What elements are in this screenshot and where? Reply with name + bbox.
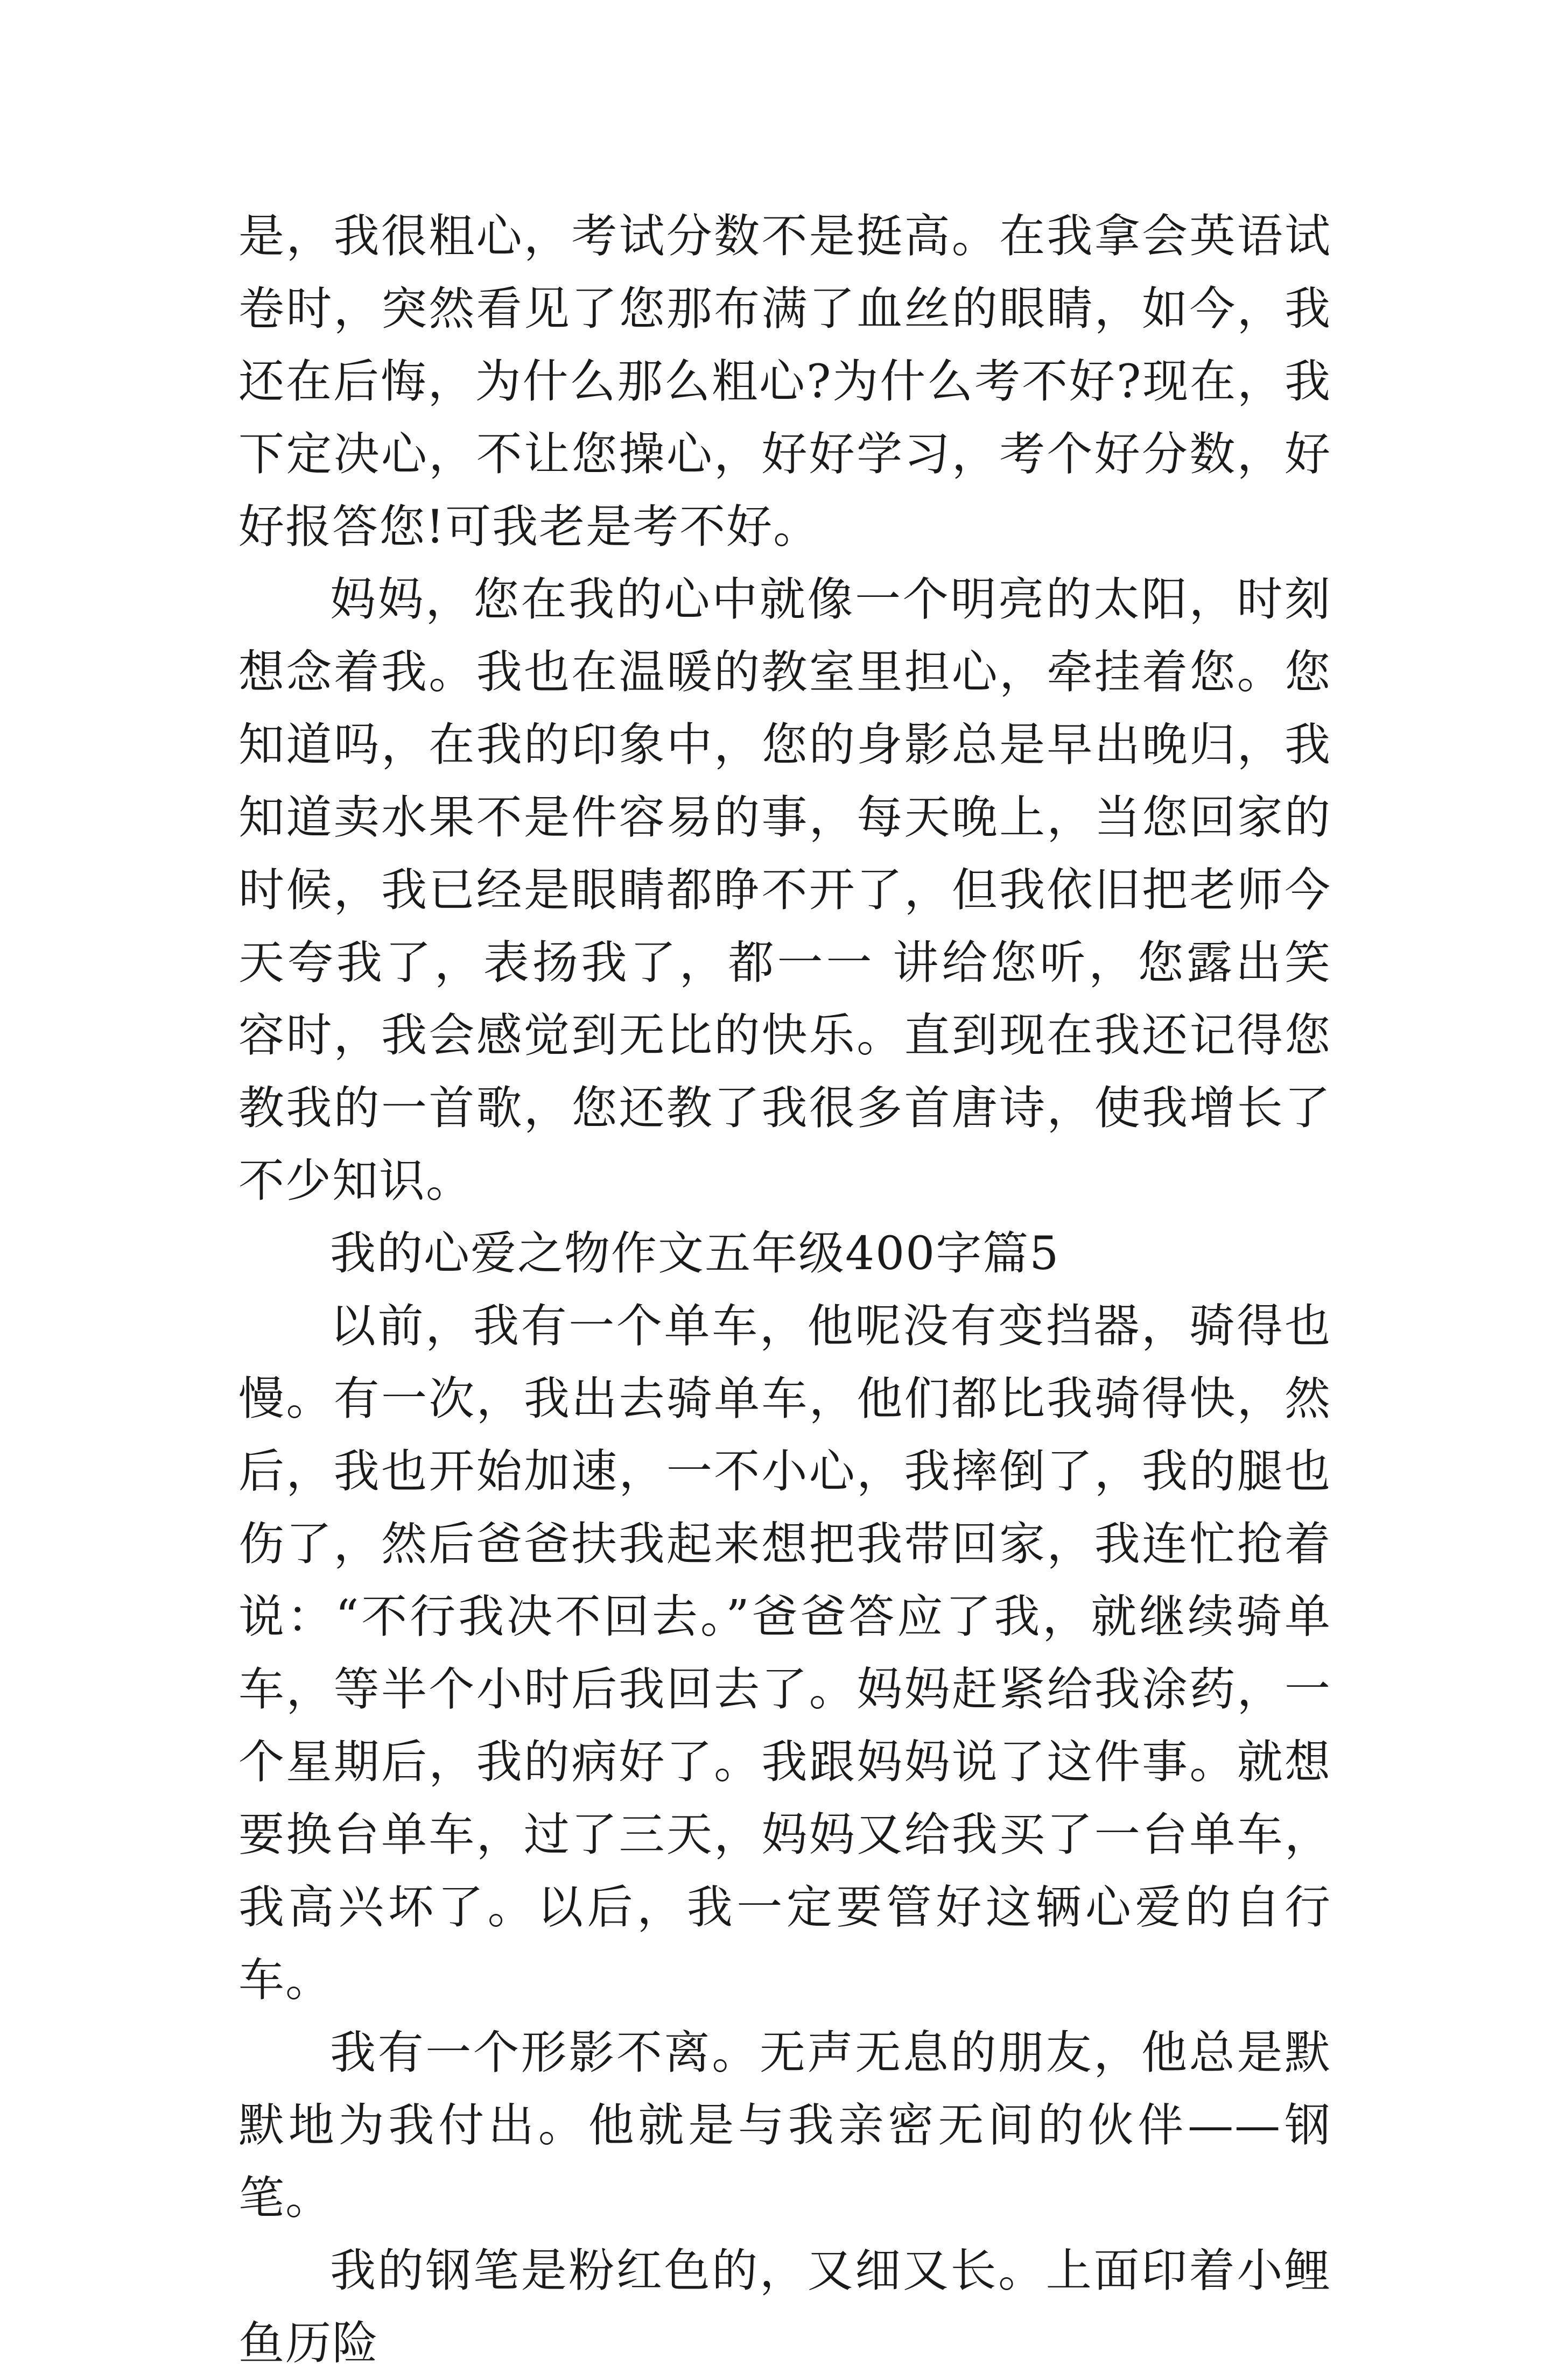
paragraph-5: 我的钢笔是粉红色的，又细又长。上面印着小鲤鱼历险 xyxy=(238,2244,1331,2370)
paragraph-4: 我有一个形影不离。无声无息的朋友，他总是默默地为我付出。他就是与我亲密无间的伙伴——钢笔。 xyxy=(238,2026,1331,2225)
document-body xyxy=(238,200,1331,2380)
paragraph-1: 是，我很粗心，考试分数不是挺高。在我拿会英语试卷时，突然看见了您那布满了血丝的眼睛，如今，我还在后悔，为什么那么粗心?为什么考不好?现在，我下定决心，不让您操心，好好学习，考个好分数，好好报答您!可我老是考不好。 xyxy=(238,210,1331,554)
paragraph-2: 妈妈，您在我的心中就像一个明亮的太阳，时刻想念着我。我也在温暖的教室里担心，牵挂着您。您知道吗，在我的印象中，您的身影总是早出晚归，我知道卖水果不是件容易的事，每天晚上，当您回家的时候，我已经是眼睛都睁不开了，但我依旧把老师今天夸我了，表扬我了，都一一 讲给您听，您露出笑容时，我会感觉到无比的快乐。直到现在我还记得您教我的一首歌，您还教了我很多首唐诗，使我增长了不少知识。 xyxy=(238,573,1331,1208)
section-heading: 我的心爱之物作文五年级400字篇5 xyxy=(330,1227,1060,1280)
paragraph-3: 以前，我有一个单车，他呢没有变挡器，骑得也慢。有一次，我出去骑单车，他们都比我骑得快，然后，我也开始加速，一不小心，我摔倒了，我的腿也伤了，然后爸爸扶我起来想把我带回家，我连忙抢着说：“不行我决不回去。”爸爸答应了我，就继续骑单车，等半个小时后我回去了。妈妈赶紧给我涂药，一个星期后，我的病好了。我跟妈妈说了这件事。就想要换台单车，过了三天，妈妈又给我买了一台单车，我高兴坏了。以后，我一定要管好这辆心爱的自行车。 xyxy=(238,1300,1331,2007)
